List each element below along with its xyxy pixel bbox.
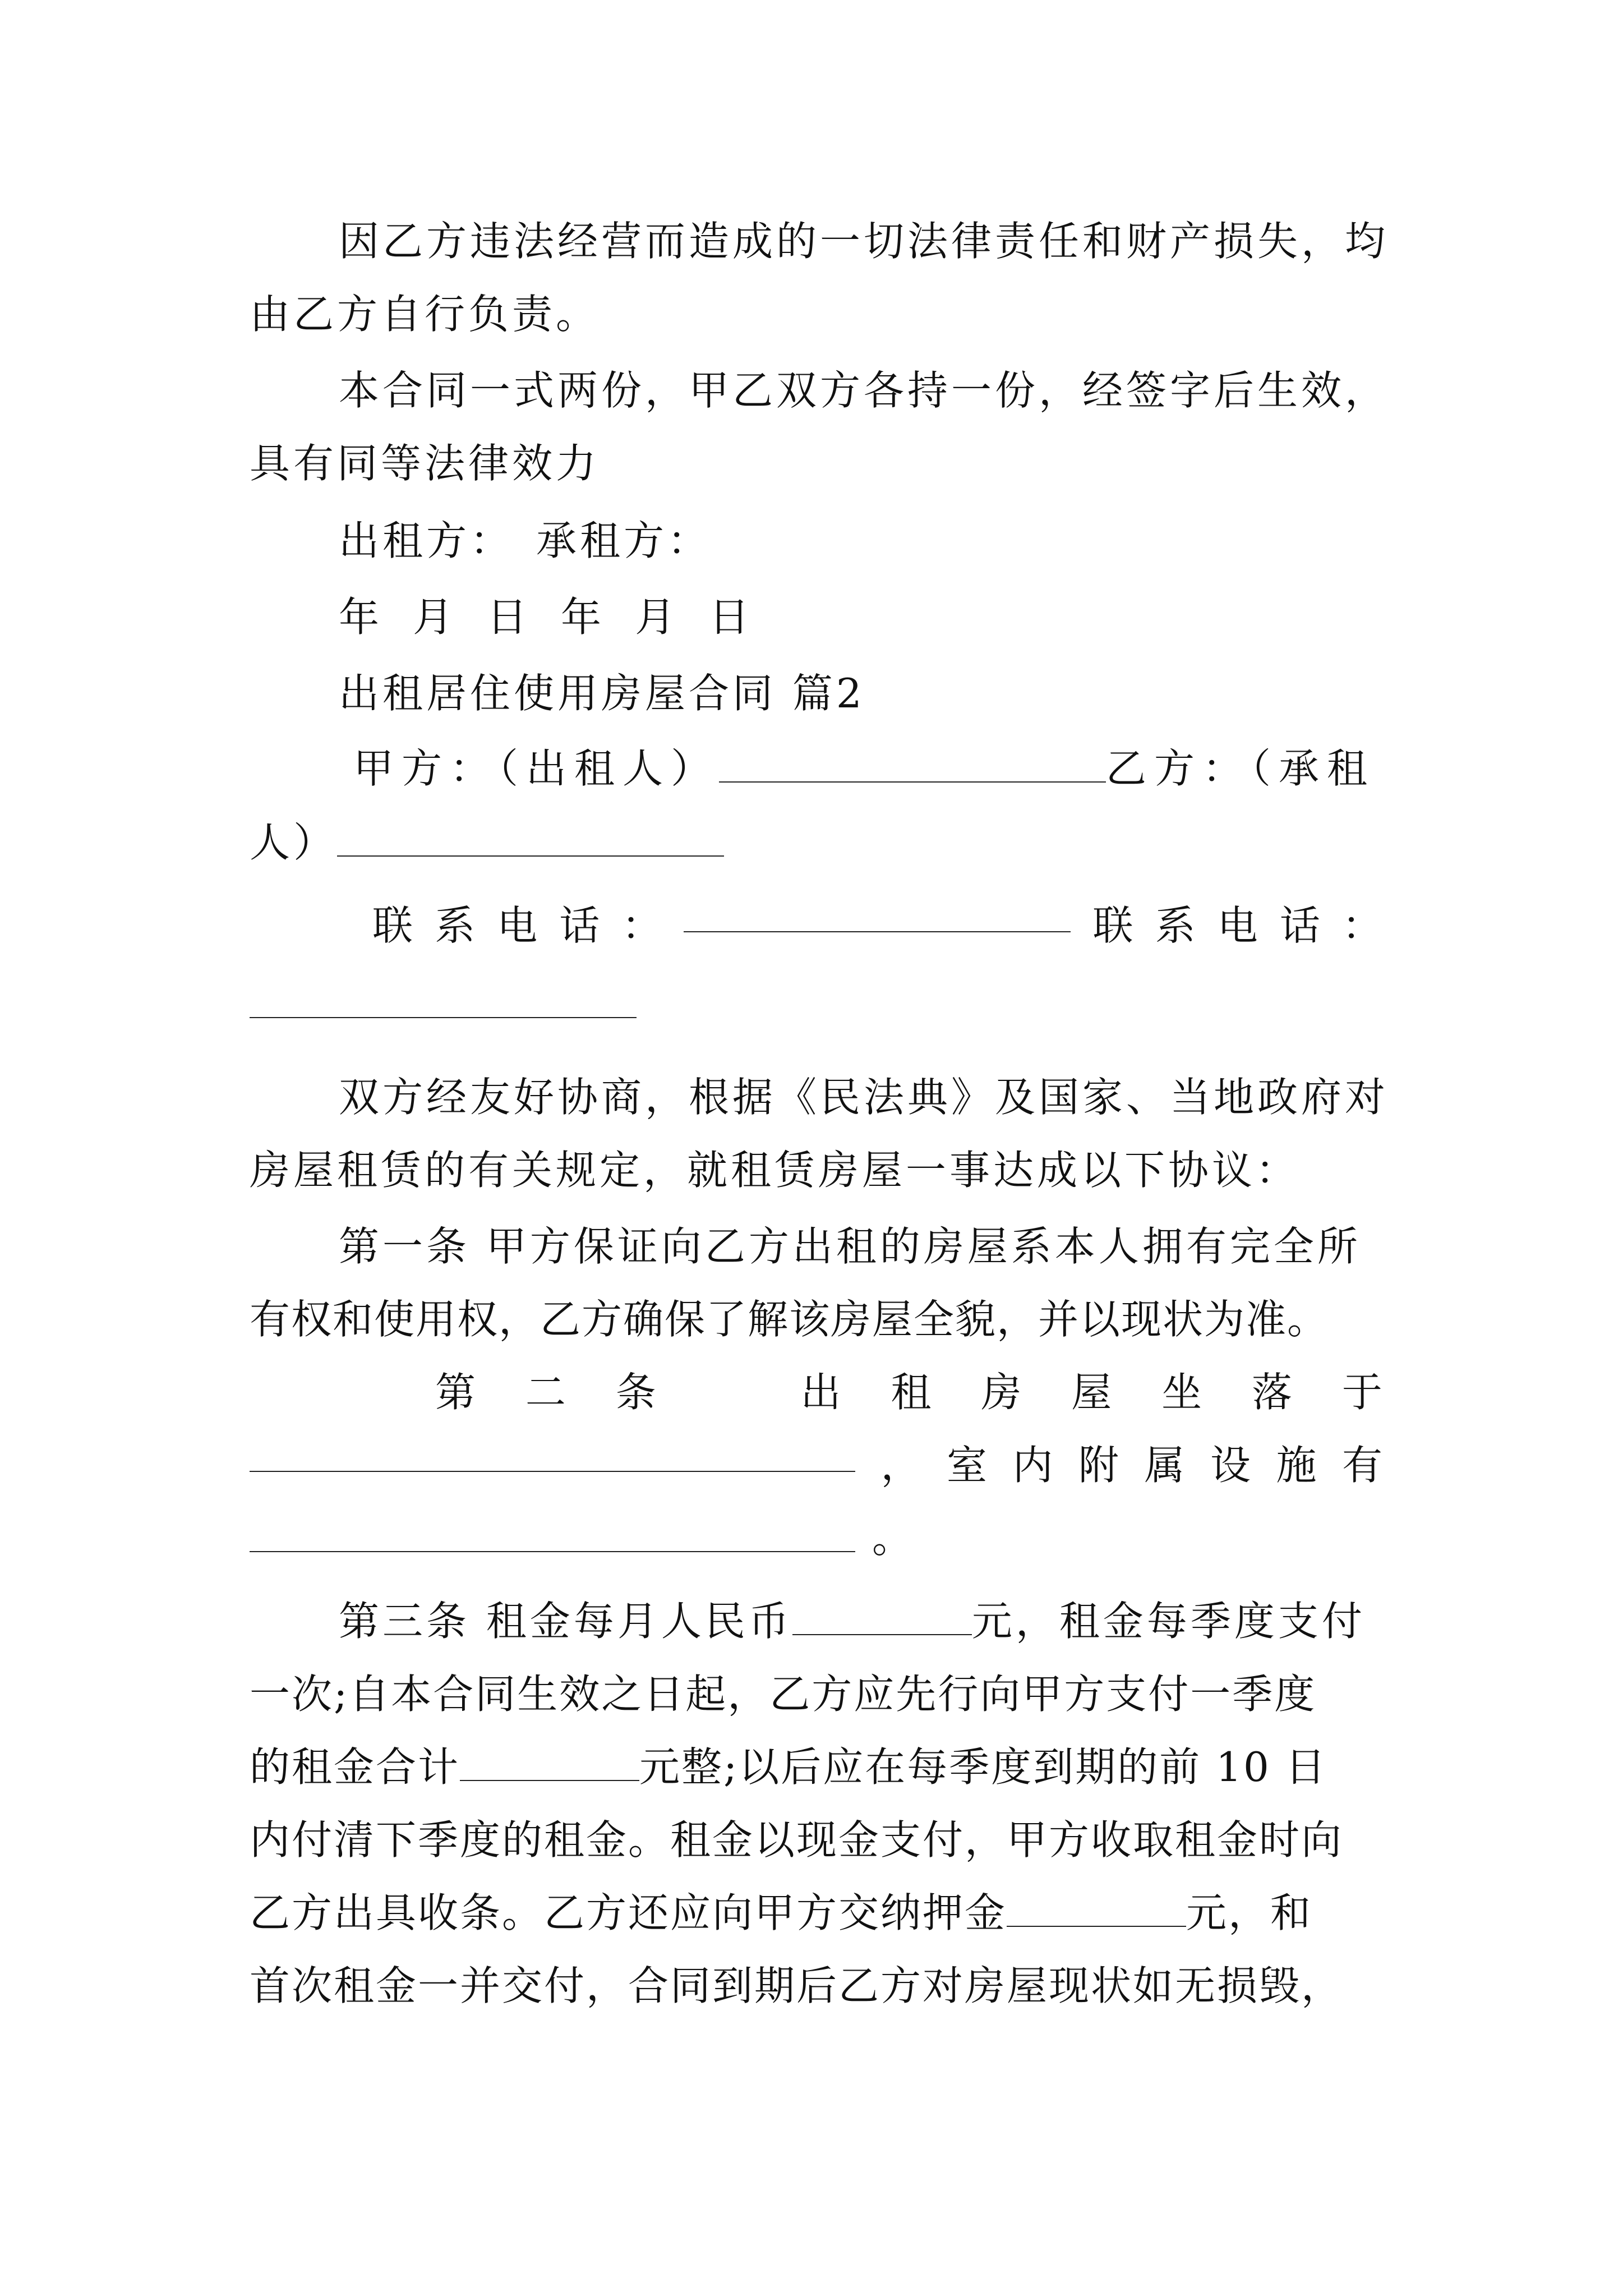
article3-line2: 一次;自本合同生效之日起，乙方应先行向甲方支付一季度 xyxy=(250,1671,1317,1718)
article2-text-char: 设 xyxy=(1210,1442,1251,1489)
article2-text-char: 施 xyxy=(1276,1442,1317,1489)
article1-line1: 第一条 甲方保证向乙方出租的房屋系本人拥有完全所 xyxy=(339,1223,1361,1270)
phone-b-blank-line xyxy=(250,976,1382,1032)
article2-line2 xyxy=(250,1437,1382,1493)
phone-line xyxy=(372,898,1382,954)
article2-comma: ， xyxy=(880,1442,921,1489)
paragraph-liability-line2: 由乙方自行负责。 xyxy=(250,291,600,338)
article2-text-char: 坐 xyxy=(1161,1369,1202,1416)
article2-text-char: 附 xyxy=(1078,1442,1119,1489)
party-b-label-cont: 人） xyxy=(250,819,338,866)
article2-text-char: 屋 xyxy=(1071,1369,1112,1416)
article3-text: 元整;以后应在每季度到期的前 10 日 xyxy=(639,1743,1327,1791)
article2-line1 xyxy=(435,1364,1382,1420)
article2-text-char: 室 xyxy=(946,1442,987,1489)
date-year: 年 xyxy=(339,593,380,641)
paragraph-copies-line1: 本合同一式两份，甲乙双方各持一份，经签字后生效， xyxy=(339,367,1389,414)
phone-a-char: 联 xyxy=(372,902,413,949)
article2-text-char: 落 xyxy=(1252,1369,1293,1416)
paragraph-negotiation-line2: 房屋租赁的有关规定，就租赁房屋一事达成以下协议： xyxy=(250,1147,1300,1194)
phone-b-blank xyxy=(250,983,637,1018)
article3-text: 第三条 租金每月人民币 xyxy=(339,1598,792,1645)
date-month: 月 xyxy=(635,593,676,641)
article3-text: 的租金合计 xyxy=(250,1743,460,1791)
article3-line4: 内付清下季度的租金。租金以现金支付，甲方收取租金时向 xyxy=(250,1816,1344,1864)
article2-title-char: 第 xyxy=(435,1369,476,1416)
article2-text-char: 属 xyxy=(1144,1442,1185,1489)
paragraph-negotiation-line1: 双方经友好协商，根据《民法典》及国家、当地政府对 xyxy=(339,1074,1389,1121)
article2-end: 。 xyxy=(872,1515,916,1562)
article3-line5 xyxy=(250,1885,1382,1941)
article3-line6: 首次租金一并交付，合同到期后乙方对房屋现状如无损毁， xyxy=(250,1962,1344,2009)
date-month: 月 xyxy=(413,593,454,641)
party-a-label: 甲方：（出租人） xyxy=(353,745,720,792)
article2-text-char: 于 xyxy=(1341,1369,1382,1416)
party-line xyxy=(353,740,1397,797)
phone-a-char: ： xyxy=(621,902,662,949)
date-day: 日 xyxy=(487,593,528,641)
phone-a-char: 电 xyxy=(497,902,538,949)
article1-line2: 有权和使用权，乙方确保了解该房屋全貌，并以现状为准。 xyxy=(250,1296,1329,1343)
lessor-label: 出租方： xyxy=(339,517,514,564)
paragraph-copies-line2: 具有同等法律效力 xyxy=(250,440,600,487)
article2-line3 xyxy=(250,1510,1382,1566)
article2-text-char: 有 xyxy=(1341,1442,1382,1489)
phone-a-char: 话 xyxy=(559,902,600,949)
phone-b-char: ： xyxy=(1341,902,1382,949)
date-day: 日 xyxy=(709,593,750,641)
signature-line xyxy=(339,513,1382,569)
facilities-blank xyxy=(250,1517,855,1552)
deposit-blank xyxy=(1007,1892,1186,1927)
party-b-label: 乙方：（承租 xyxy=(1106,745,1376,792)
article3-text: 元，租金每季度支付 xyxy=(971,1598,1366,1645)
phone-a-char: 系 xyxy=(435,902,476,949)
article2-title-char: 二 xyxy=(525,1369,566,1416)
article2-text-char: 出 xyxy=(800,1369,841,1416)
article3-text: 元，和 xyxy=(1186,1889,1313,1936)
quarter-rent-blank xyxy=(460,1746,639,1781)
location-blank xyxy=(250,1437,855,1472)
article2-text-char: 租 xyxy=(891,1369,932,1416)
party-line2 xyxy=(250,815,1382,871)
phone-b-char: 联 xyxy=(1092,902,1133,949)
phone-b-char: 系 xyxy=(1155,902,1196,949)
monthly-rent-blank xyxy=(792,1600,972,1635)
article2-title-char: 条 xyxy=(615,1369,656,1416)
lessee-label: 承租方： xyxy=(536,517,712,564)
phone-a-blank xyxy=(684,898,1071,932)
phone-b-char: 电 xyxy=(1217,902,1258,949)
article3-line1 xyxy=(339,1593,1382,1649)
article2-text-char: 房 xyxy=(981,1369,1022,1416)
date-year: 年 xyxy=(561,593,602,641)
article2-text-char: 内 xyxy=(1012,1442,1053,1489)
section-title: 出租居住使用房屋合同 篇2 xyxy=(339,670,865,717)
party-b-blank xyxy=(337,822,724,857)
paragraph-liability-line1: 因乙方违法经营而造成的一切法律责任和财产损失，均 xyxy=(339,218,1389,265)
party-a-blank xyxy=(719,748,1106,783)
date-line xyxy=(339,589,1382,645)
article3-line3 xyxy=(250,1739,1382,1795)
article3-text: 乙方出具收条。乙方还应向甲方交纳押金 xyxy=(250,1889,1007,1936)
phone-b-char: 话 xyxy=(1279,902,1320,949)
